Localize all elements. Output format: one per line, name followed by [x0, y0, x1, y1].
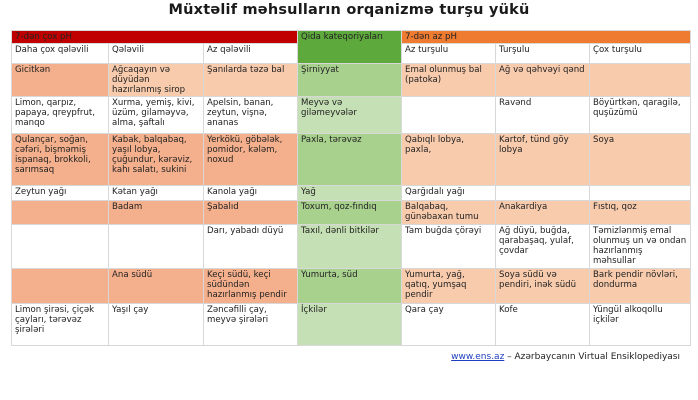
table-cell: Qabıqlı lobya, paxla,	[402, 134, 496, 186]
table-cell: Qarğıdalı yağı	[402, 186, 496, 201]
page-title: Müxtəlif məhsulların orqanizmə turşu yükü	[168, 2, 530, 18]
category-cell: Taxıl, dənli bitkilər	[298, 225, 402, 269]
table-cell: Limon, qarpız, papaya, qreypfrut, manqo	[12, 97, 109, 134]
table-cell	[590, 64, 691, 97]
table-cell: Kartof, tünd göy lobya	[496, 134, 590, 186]
table-row	[12, 64, 691, 97]
table-row	[12, 201, 691, 225]
table-cell: Gicitkən	[12, 64, 109, 97]
table-cell: Badam	[109, 201, 204, 225]
table-cell: Xurma, yemiş, kivi, üzüm, gilaməyvə, alma, şaftalı	[109, 97, 204, 134]
table-cell: Zeytun yağı	[12, 186, 109, 201]
table-cell: Zəncəfilli çay, meyvə şirələri	[204, 304, 298, 346]
column-header: Az qələvili	[204, 44, 298, 64]
table-cell: Kofe	[496, 304, 590, 346]
category-cell: Meyvə və giləmeyvələr	[298, 97, 402, 134]
table-cell: Şabalıd	[204, 201, 298, 225]
table-cell: Anakardiya	[496, 201, 590, 225]
table-row	[12, 304, 691, 346]
header-alkaline: 7-dən çox pH	[12, 31, 298, 44]
table-row	[12, 225, 691, 269]
table-cell: Yerkökü, göbələk, pomidor, kələm, noxud	[204, 134, 298, 186]
table-cell: Kanola yağı	[204, 186, 298, 201]
table-cell: Balqabaq, günəbaxan tumu	[402, 201, 496, 225]
table-cell: Kətan yağı	[109, 186, 204, 201]
category-cell: Toxum, qoz-fındıq	[298, 201, 402, 225]
table-cell: Kabak, balqabaq, yaşıl lobya, çuğundur, kərəviz, kahı salatı, sukini	[109, 134, 204, 186]
column-header: Daha çox qələvili	[12, 44, 109, 64]
category-cell: İçkilər	[298, 304, 402, 346]
table-cell: Ağ düyü, buğda, qarabaşaq, yulaf, çovdar	[496, 225, 590, 269]
category-cell: Şirniyyat	[298, 64, 402, 97]
table-cell: Təmizlənmiş emal olunmuş un və ondan hazırlanmış məhsullar	[590, 225, 691, 269]
table-cell: Emal olunmuş bal (patoka)	[402, 64, 496, 97]
column-header: Qələvili	[109, 44, 204, 64]
acid-load-table	[11, 30, 691, 346]
table-cell: Apelsin, banan, zeytun, vişnə, ananas	[204, 97, 298, 134]
table-cell: Qara çay	[402, 304, 496, 346]
column-header: Turşulu	[496, 44, 590, 64]
table-row	[12, 97, 691, 134]
table-cell: Darı, yabadı düyü	[204, 225, 298, 269]
table-cell: Yumurta, yağ, qatıq, yumşaq pendir	[402, 269, 496, 304]
table-cell: Ağ və qəhvəyi qənd	[496, 64, 590, 97]
table-cell: Fıstıq, qoz	[590, 201, 691, 225]
table-cell: Tam buğda çörəyi	[402, 225, 496, 269]
site-link[interactable]: www.ens.az	[451, 352, 505, 362]
table-cell: Şanılarda təzə bal	[204, 64, 298, 97]
table-cell	[12, 269, 109, 304]
table-cell: Limon şirəsi, çiçək çayları, tərəvəz şirələri	[12, 304, 109, 346]
table-cell	[12, 225, 109, 269]
category-cell: Paxla, tərəvəz	[298, 134, 402, 186]
table-cell: Qulançar, soğan, cəfəri, bişməmiş ispanaq, brokkoli, sarımsaq	[12, 134, 109, 186]
header-acidic: 7-dən az pH	[402, 31, 691, 44]
table-cell	[496, 186, 590, 201]
table-cell	[402, 97, 496, 134]
table-cell: Ravənd	[496, 97, 590, 134]
table-cell	[12, 201, 109, 225]
table-row	[12, 269, 691, 304]
table-row	[12, 186, 691, 201]
table-cell	[590, 186, 691, 201]
table-cell: Yüngül alkoqollu içkilər	[590, 304, 691, 346]
table-cell: Yaşıl çay	[109, 304, 204, 346]
table-cell: Soya	[590, 134, 691, 186]
header-food-categories: Qida kateqoriyaları	[298, 31, 402, 64]
column-header: Çox turşulu	[590, 44, 691, 64]
column-header: Az turşulu	[402, 44, 496, 64]
table-cell: Ana südü	[109, 269, 204, 304]
table-cell: Bark pendir növləri, dondurma	[590, 269, 691, 304]
table-cell: Ağcaqayın və düyüdən hazırlanmış sirop	[109, 64, 204, 97]
table-cell: Soya südü və pendiri, inək südü	[496, 269, 590, 304]
footer	[0, 352, 680, 362]
footer-text: – Azərbaycanın Virtual Ensiklopediyası	[504, 352, 680, 362]
table-row	[12, 134, 691, 186]
category-cell: Yağ	[298, 186, 402, 201]
category-cell: Yumurta, süd	[298, 269, 402, 304]
table-cell	[109, 225, 204, 269]
table-cell: Keçi südü, keçi südündən hazırlanmış pendir	[204, 269, 298, 304]
table-cell: Böyürtkən, qaragilə, quşüzümü	[590, 97, 691, 134]
table-header-row	[12, 31, 691, 44]
